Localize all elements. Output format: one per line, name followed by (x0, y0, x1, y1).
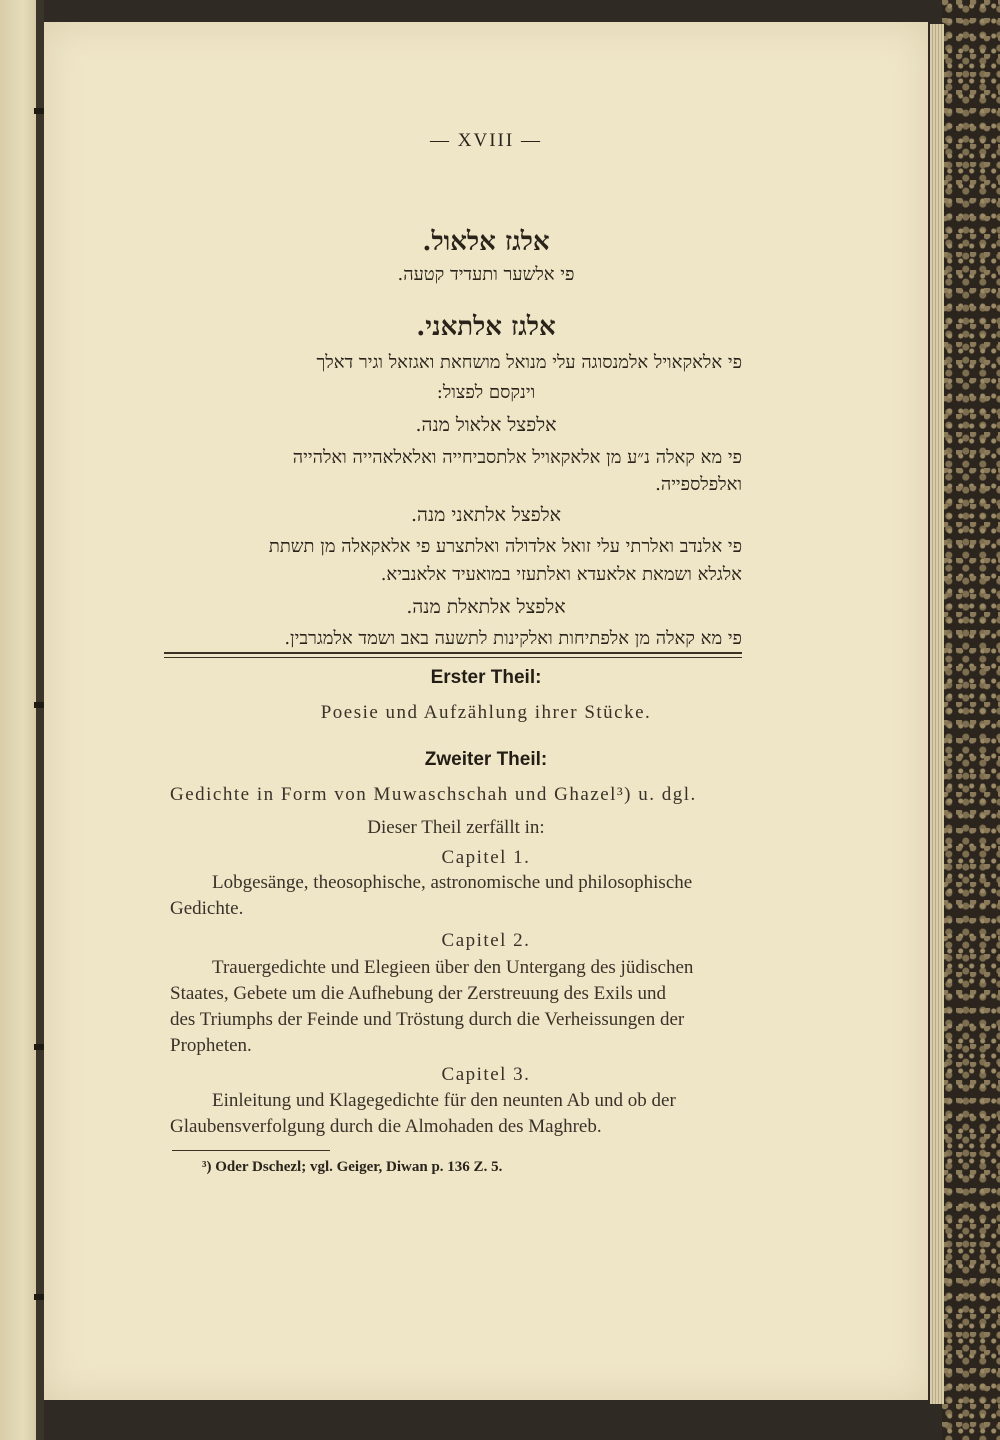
hebrew-intro-line2: וינקסם לפצול: (436, 382, 536, 403)
german-part2-heading: Zweiter Theil: (424, 749, 548, 770)
hebrew-heading-part2: אלגז אלתאני. (416, 312, 556, 342)
hebrew-intro-line1: פי אלאקאויל אלמנסוגה עלי מנואל מושחאת ואגזאל וגיר דאלך (316, 352, 742, 373)
german-part1-heading: Erster Theil: (430, 667, 542, 688)
stitch-mark (34, 108, 44, 114)
hebrew-chapter2-line1: פי אלנדב ואלרתי עלי זואל אלדולה ואלתצרע פי אלאקאלה מן תשתת (268, 536, 742, 557)
chapter3-line2: Glaubensverfolgung durch die Almohaden des Maghreb. (170, 1116, 602, 1137)
stitch-mark (34, 702, 44, 708)
double-rule-top (164, 652, 742, 654)
chapter1-line1: Lobgesänge, theosophische, astronomische und philosophische (212, 872, 693, 893)
chapter3-line1: Einleitung und Klagegedichte für den neunten Ab und ob der (212, 1090, 676, 1111)
hebrew-chapter1-line1: פי מא קאלה נ״ע מן אלאקאויל אלתסביחייה ואלאלאהייה ואלהייה (292, 447, 742, 468)
book-cover-marbled (942, 0, 1000, 1440)
hebrew-subheading-part1: פי אלשער ותעדיד קטעה. (397, 264, 575, 285)
page-number: — XVIII — (430, 130, 542, 151)
chapter2-heading: Capitel 2. (441, 930, 531, 951)
footnote: ³) Oder Dschezl; vgl. Geiger, Diwan p. 136 Z. 5. (202, 1159, 503, 1175)
chapter2-line1: Trauergedichte und Elegieen über den Untergang des jüdischen (212, 957, 694, 978)
german-part2-text: Gedichte in Form von Muwaschschah und Ghazel³) u. dgl. (170, 784, 697, 805)
book-page (44, 22, 928, 1400)
binding-gutter (36, 0, 44, 1440)
stitch-mark (34, 1044, 44, 1050)
chapter2-line4: Propheten. (170, 1035, 252, 1056)
stitch-mark (34, 1294, 44, 1300)
chapter1-line2: Gedichte. (170, 898, 244, 919)
hebrew-chapter1-heading: אלפצל אלאול מנה. (415, 414, 557, 436)
chapter2-line2: Staates, Gebete um die Aufhebung der Zerstreuung des Exils und (170, 983, 666, 1004)
german-part1-text: Poesie und Aufzählung ihrer Stücke. (320, 702, 652, 723)
hebrew-chapter3-heading: אלפצל אלתאלת מנה. (406, 596, 566, 618)
hebrew-heading-part1: אלגז אלאול. (422, 227, 550, 257)
footnote-rule (172, 1150, 330, 1151)
chapter3-heading: Capitel 3. (441, 1064, 531, 1085)
hebrew-chapter1-line2: ואלפלספייה. (655, 474, 742, 495)
chapter1-heading: Capitel 1. (441, 847, 531, 868)
hebrew-chapter2-line2: אלגלא ושמאת אלאעדא ואלתעזי במואעיד אלאנביא. (380, 564, 742, 585)
hebrew-chapter3-line1: פי מא קאלה מן אלפתיחות ואלקינות לתשעה באב ושמד אלמגרבין. (284, 628, 742, 649)
chapter2-line3: des Triumphs der Feinde und Tröstung durch die Verheissungen der (170, 1009, 685, 1030)
german-part2-subtext: Dieser Theil zerfällt in: (367, 817, 545, 838)
double-rule-bottom (164, 657, 742, 658)
page-edges (930, 24, 944, 1404)
hebrew-chapter2-heading: אלפצל אלתאני מנה. (410, 504, 561, 526)
